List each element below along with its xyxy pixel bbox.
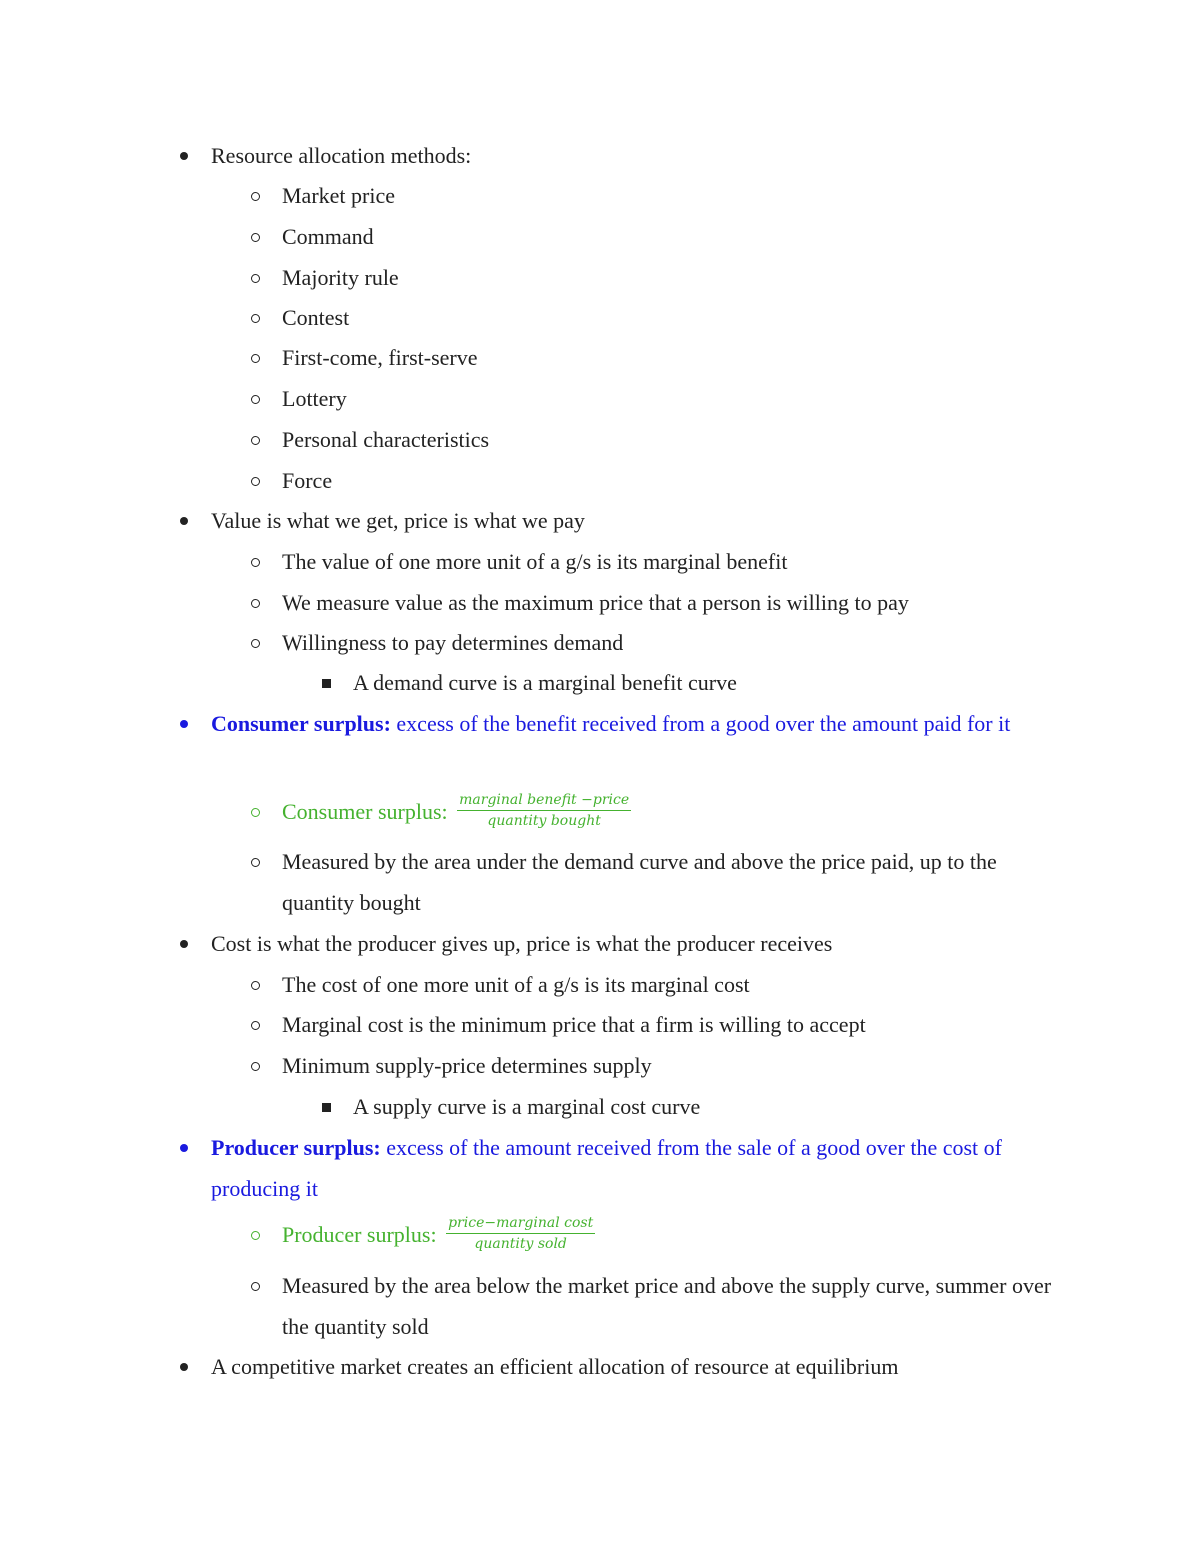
producer-surplus-formula	[282, 1215, 1072, 1256]
bullet-dot-icon	[175, 501, 193, 542]
consumer-formula-numerator: marginal benefit −price	[457, 791, 631, 811]
bullet-producer-surplus	[211, 1128, 1071, 1209]
value-point-text: Willingness to pay determines demand	[282, 630, 624, 655]
list-item-consumer-measure	[282, 842, 1072, 923]
list-item-method	[282, 217, 1072, 258]
bullet-circle-icon	[246, 542, 264, 583]
consumer-formula-fraction	[457, 791, 631, 830]
bullet-dot-icon	[175, 704, 193, 745]
method-label: First-come, first-serve	[282, 345, 478, 370]
bullet-circle-icon	[246, 583, 264, 624]
bullet-circle-icon	[246, 842, 264, 883]
list-item-supply-curve	[353, 1087, 1073, 1128]
consumer-measure-text: Measured by the area under the demand curve and above the price paid, up to the quantity bought	[282, 849, 997, 915]
producer-formula-label: Producer surplus:	[282, 1222, 443, 1247]
bullet-circle-icon	[246, 623, 264, 664]
cost-point-text: Marginal cost is the minimum price that a firm is willing to accept	[282, 1012, 866, 1037]
list-item-cost-point	[282, 1046, 1072, 1087]
method-label: Majority rule	[282, 265, 399, 290]
consumer-surplus-term: Consumer surplus:	[211, 711, 391, 736]
value-point-text: We measure value as the maximum price that a person is willing to pay	[282, 590, 909, 615]
bullet-circle-icon	[246, 1046, 264, 1087]
bullet-circle-icon	[246, 298, 264, 339]
consumer-formula-label: Consumer surplus:	[282, 799, 454, 824]
bullet-conclusion	[211, 1347, 1071, 1388]
bullet-dot-icon	[175, 136, 193, 177]
allocation-title: Resource allocation methods:	[211, 143, 472, 168]
bullet-dot-icon	[175, 924, 193, 965]
list-item-method	[282, 338, 1072, 379]
producer-formula-numerator: price−marginal cost	[446, 1214, 595, 1234]
bullet-circle-icon	[246, 461, 264, 502]
bullet-value	[211, 501, 1071, 542]
bullet-circle-icon	[246, 792, 264, 833]
method-label: Personal characteristics	[282, 427, 490, 452]
bullet-circle-icon	[246, 420, 264, 461]
value-title: Value is what we get, price is what we pay	[211, 508, 585, 533]
supply-curve-text: A supply curve is a marginal cost curve	[353, 1094, 701, 1119]
list-item-method	[282, 379, 1072, 420]
consumer-surplus-definition: excess of the benefit received from a good over the amount paid for it	[390, 711, 1011, 736]
list-item-method	[282, 420, 1072, 461]
list-item-producer-measure	[282, 1266, 1072, 1347]
bullet-circle-icon	[246, 176, 264, 217]
bullet-circle-icon	[246, 379, 264, 420]
producer-formula-fraction	[446, 1214, 595, 1253]
producer-surplus-definition: excess of the amount received from the sale of a good over the cost of producing it	[211, 1135, 1002, 1201]
conclusion-text: A competitive market creates an efficient allocation of resource at equilibrium	[211, 1354, 899, 1379]
bullet-allocation-methods	[211, 136, 1071, 177]
list-item-value-point	[282, 583, 1072, 624]
bullet-circle-icon	[246, 965, 264, 1006]
consumer-surplus-formula	[282, 792, 1072, 833]
list-item-method	[282, 258, 1072, 299]
consumer-formula-denominator: quantity bought	[487, 813, 601, 830]
bullet-circle-icon	[246, 258, 264, 299]
cost-point-text: Minimum supply-price determines supply	[282, 1053, 652, 1078]
list-item-method	[282, 298, 1072, 339]
method-label: Force	[282, 468, 333, 493]
bullet-square-icon	[317, 663, 335, 704]
producer-measure-text: Measured by the area below the market price and above the supply curve, summer over the quantity sold	[282, 1273, 1052, 1339]
list-item-method	[282, 461, 1072, 502]
list-item-value-point	[282, 542, 1072, 583]
cost-point-text: The cost of one more unit of a g/s is its marginal cost	[282, 972, 750, 997]
bullet-circle-icon	[246, 217, 264, 258]
list-item-method	[282, 176, 1072, 217]
method-label: Lottery	[282, 386, 347, 411]
bullet-circle-icon	[246, 1266, 264, 1307]
value-point-text: The value of one more unit of a g/s is its marginal benefit	[282, 549, 788, 574]
cost-title: Cost is what the producer gives up, price is what the producer receives	[211, 931, 833, 956]
list-item-demand-curve	[353, 663, 1073, 704]
demand-curve-text: A demand curve is a marginal benefit curve	[353, 670, 737, 695]
list-item-cost-point	[282, 1005, 1072, 1046]
bullet-square-icon	[317, 1087, 335, 1128]
method-label: Contest	[282, 305, 350, 330]
method-label: Market price	[282, 183, 395, 208]
bullet-cost	[211, 924, 1071, 965]
producer-formula-denominator: quantity sold	[474, 1236, 567, 1253]
method-label: Command	[282, 224, 374, 249]
producer-surplus-term: Producer surplus:	[211, 1135, 381, 1160]
bullet-circle-icon	[246, 1215, 264, 1256]
bullet-circle-icon	[246, 338, 264, 379]
bullet-dot-icon	[175, 1347, 193, 1388]
bullet-consumer-surplus	[211, 704, 1071, 745]
list-item-cost-point	[282, 965, 1072, 1006]
list-item-value-point	[282, 623, 1072, 664]
bullet-dot-icon	[175, 1128, 193, 1169]
bullet-circle-icon	[246, 1005, 264, 1046]
